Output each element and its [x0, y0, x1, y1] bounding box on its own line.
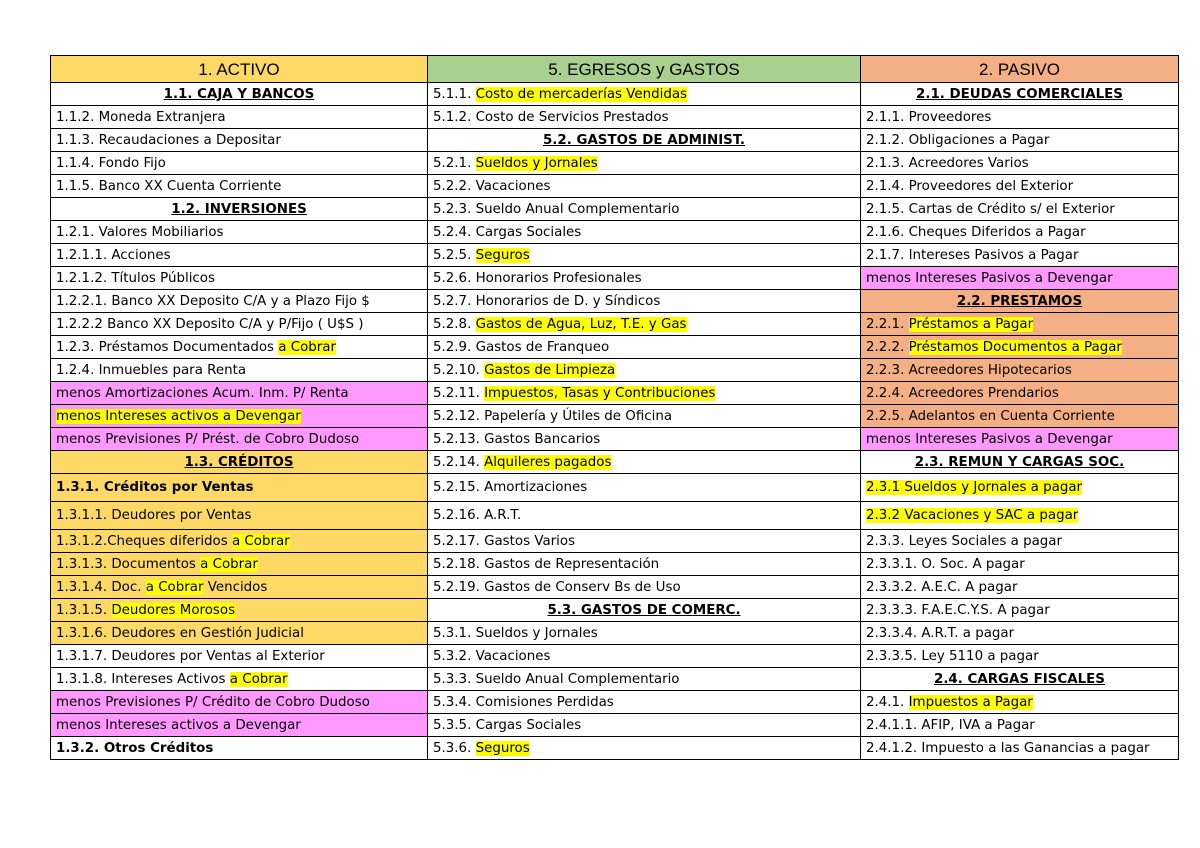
cell-egresos — [428, 530, 861, 553]
account-label: 5.2.7. Honorarios de D. y Síndicos — [433, 293, 661, 309]
highlighted-text: a Cobrar — [278, 339, 337, 355]
table-row — [51, 691, 1179, 714]
highlighted-text: Deudores Morosos — [111, 602, 236, 618]
cell-egresos — [428, 198, 861, 221]
table-row — [51, 599, 1179, 622]
account-label: 2.3.3.5. Ley 5110 a pagar — [866, 648, 1039, 664]
account-label: 5.2.2. Vacaciones — [433, 178, 551, 194]
account-label: 2.3.3.4. A.R.T. a pagar — [866, 625, 1015, 641]
table-row — [51, 737, 1179, 760]
cell-pasivo — [861, 382, 1179, 405]
highlighted-text: Impuestos a Pagar — [908, 694, 1033, 710]
account-label: 1.1.4. Fondo Fijo — [56, 155, 166, 171]
cell-egresos — [428, 405, 861, 428]
account-label: 5.2.14. — [433, 454, 485, 470]
cell-pasivo — [861, 290, 1179, 313]
account-label: 5.2.5. — [433, 247, 476, 263]
account-label: 1.1.3. Recaudaciones a Depositar — [56, 132, 281, 148]
account-label: 2.1.2. Obligaciones a Pagar — [866, 132, 1050, 148]
cell-egresos — [428, 691, 861, 714]
table-body — [51, 56, 1179, 760]
cell-egresos — [428, 359, 861, 382]
cell-pasivo — [861, 267, 1179, 290]
highlighted-text: a Cobrar — [231, 533, 290, 549]
cell-egresos — [428, 451, 861, 474]
cell-egresos — [428, 737, 861, 760]
account-label: 5.1.2. Costo de Servicios Prestados — [433, 109, 669, 125]
cell-egresos — [428, 645, 861, 668]
highlighted-text: Seguros — [475, 247, 530, 263]
table-row — [51, 359, 1179, 382]
cell-activo — [51, 129, 428, 152]
cell-activo — [51, 106, 428, 129]
account-label: 5.2.12. Papelería y Útiles de Oficina — [433, 408, 673, 424]
cell-egresos — [428, 221, 861, 244]
account-label: 5.2.9. Gastos de Franqueo — [433, 339, 610, 355]
highlighted-text: Gastos de Agua, Luz, T.E. y Gas — [475, 316, 687, 332]
account-label: 1.2.2.2 Banco XX Deposito C/A y P/Fijo ( U$S ) — [56, 316, 364, 332]
section-heading: 1.3. CRÉDITOS — [184, 454, 294, 470]
cell-egresos — [428, 553, 861, 576]
cell-pasivo — [861, 451, 1179, 474]
account-label: 5.3.1. Sueldos y Jornales — [433, 625, 598, 641]
highlighted-text: a Cobrar — [200, 556, 258, 572]
cell-egresos — [428, 290, 861, 313]
account-label: 1.2.2.1. Banco XX Deposito C/A y a Plazo Fijo $ — [56, 293, 370, 309]
cell-egresos — [428, 382, 861, 405]
cell-activo — [51, 599, 428, 622]
account-label: 1.3.1. Créditos por Ventas — [56, 480, 254, 495]
table-row — [51, 451, 1179, 474]
cell-pasivo — [861, 83, 1179, 106]
table-row — [51, 668, 1179, 691]
cell-egresos — [428, 599, 861, 622]
highlighted-text: Seguros — [475, 740, 530, 756]
table-row — [51, 152, 1179, 175]
account-label: 2.4.1.1. AFIP, IVA a Pagar — [866, 717, 1035, 733]
account-label: menos Intereses activos a Devengar — [56, 717, 301, 733]
table-row — [51, 474, 1179, 502]
account-label: 2.1.6. Cheques Diferidos a Pagar — [866, 224, 1086, 240]
cell-egresos — [428, 83, 861, 106]
account-label: 5.2.16. A.R.T. — [433, 508, 522, 523]
cell-activo — [51, 451, 428, 474]
cell-egresos — [428, 175, 861, 198]
cell-egresos — [428, 576, 861, 599]
account-label: 1.3.1.1. Deudores por Ventas — [56, 508, 252, 523]
cell-egresos — [428, 502, 861, 530]
cell-pasivo — [861, 502, 1179, 530]
account-label: 2.3.3.3. F.A.E.C.Y.S. A pagar — [866, 602, 1050, 618]
cell-activo — [51, 553, 428, 576]
cell-activo — [51, 267, 428, 290]
account-label: menos Amortizaciones Acum. Inm. P/ Renta — [56, 385, 349, 401]
highlighted-text: 2.3.2 Vacaciones y SAC a pagar — [866, 508, 1079, 523]
account-label: 5.2.1. — [433, 155, 476, 171]
cell-activo — [51, 530, 428, 553]
cell-pasivo — [861, 737, 1179, 760]
highlighted-text: Préstamos Documentos a Pagar — [908, 339, 1122, 355]
account-label: 1.3.1.2.Cheques diferidos — [56, 533, 232, 549]
account-label: 1.3.1.3. Documentos — [56, 556, 201, 572]
account-label: 5.2.19. Gastos de Conserv Bs de Uso — [433, 579, 681, 595]
cell-egresos — [428, 244, 861, 267]
cell-activo — [51, 313, 428, 336]
cell-activo — [51, 83, 428, 106]
highlighted-text: Impuestos, Tasas y Contribuciones — [484, 385, 716, 401]
cell-egresos — [428, 313, 861, 336]
cell-egresos — [428, 668, 861, 691]
account-label: 5.2.17. Gastos Varios — [433, 533, 576, 549]
cell-pasivo — [861, 645, 1179, 668]
account-label: 5.2.13. Gastos Bancarios — [433, 431, 601, 447]
cell-pasivo — [861, 668, 1179, 691]
highlighted-text: menos Intereses activos a Devengar — [56, 408, 301, 424]
table-row — [51, 175, 1179, 198]
cell-activo — [51, 336, 428, 359]
cell-activo — [51, 198, 428, 221]
account-label: 5.1.1. — [433, 86, 476, 102]
section-heading: 2.1. DEUDAS COMERCIALES — [916, 86, 1123, 102]
account-label: 2.4.1. — [866, 694, 909, 710]
table-row — [51, 83, 1179, 106]
account-label: 2.2.3. Acreedores Hipotecarios — [866, 362, 1072, 378]
account-label: 2.1.4. Proveedores del Exterior — [866, 178, 1074, 194]
section-heading: 5.3. GASTOS DE COMERC. — [547, 602, 741, 618]
cell-pasivo — [861, 152, 1179, 175]
cell-activo — [51, 359, 428, 382]
cell-activo — [51, 714, 428, 737]
cell-egresos — [428, 336, 861, 359]
account-label: 2.1.7. Intereses Pasivos a Pagar — [866, 247, 1079, 263]
table-row — [51, 530, 1179, 553]
table-row — [51, 290, 1179, 313]
table-row — [51, 576, 1179, 599]
cell-pasivo — [861, 313, 1179, 336]
cell-pasivo — [861, 106, 1179, 129]
cell-activo — [51, 737, 428, 760]
section-heading: 2.3. REMUN Y CARGAS SOC. — [914, 454, 1125, 470]
cell-activo — [51, 576, 428, 599]
highlighted-text: Costo de mercaderías Vendidas — [475, 86, 688, 102]
cell-egresos — [428, 129, 861, 152]
cell-egresos — [428, 106, 861, 129]
account-label: 5.3.3. Sueldo Anual Complementario — [433, 671, 680, 687]
cell-activo — [51, 622, 428, 645]
cell-pasivo — [861, 336, 1179, 359]
highlighted-text: Préstamos a Pagar — [908, 316, 1034, 332]
highlighted-text: a Cobrar — [145, 579, 204, 595]
cell-pasivo — [861, 576, 1179, 599]
cell-pasivo — [861, 553, 1179, 576]
cell-egresos — [428, 622, 861, 645]
cell-activo — [51, 175, 428, 198]
highlighted-text: 2.3.1 Sueldos y Jornales a pagar — [866, 480, 1083, 495]
cell-egresos — [428, 474, 861, 502]
cell-egresos — [428, 152, 861, 175]
table-row — [51, 106, 1179, 129]
account-label: menos Previsiones P/ Prést. de Cobro Dudoso — [56, 431, 360, 447]
header-row — [51, 56, 1179, 83]
account-label-suffix: Vencidos — [203, 579, 268, 595]
account-label: 5.3.2. Vacaciones — [433, 648, 551, 664]
cell-pasivo — [861, 428, 1179, 451]
account-label: menos Intereses Pasivos a Devengar — [866, 270, 1113, 286]
account-label: 1.3.2. Otros Créditos — [56, 740, 214, 756]
account-label: 2.2.1. — [866, 316, 909, 332]
account-label: 1.2.1.2. Títulos Públicos — [56, 270, 215, 286]
table-row — [51, 553, 1179, 576]
table-row — [51, 714, 1179, 737]
highlighted-text: Gastos de Limpieza — [484, 362, 616, 378]
account-label: 2.3.3.2. A.E.C. A pagar — [866, 579, 1018, 595]
cell-pasivo — [861, 714, 1179, 737]
account-label: 5.2.8. — [433, 316, 476, 332]
account-label: 1.2.3. Préstamos Documentados — [56, 339, 279, 355]
account-label: 1.1.2. Moneda Extranjera — [56, 109, 226, 125]
cell-activo — [51, 382, 428, 405]
cell-activo — [51, 474, 428, 502]
cell-activo — [51, 691, 428, 714]
account-label: 5.2.4. Cargas Sociales — [433, 224, 582, 240]
header-pasivo: 2. PASIVO — [861, 56, 1179, 83]
account-label: 5.2.10. — [433, 362, 485, 378]
section-heading: 2.2. PRESTAMOS — [956, 293, 1083, 309]
table-row — [51, 382, 1179, 405]
table-row — [51, 129, 1179, 152]
table-row — [51, 244, 1179, 267]
table-row — [51, 221, 1179, 244]
account-label: 2.3.3.1. O. Soc. A pagar — [866, 556, 1025, 572]
cell-activo — [51, 405, 428, 428]
section-heading: 2.4. CARGAS FISCALES — [934, 671, 1105, 687]
cell-activo — [51, 668, 428, 691]
cell-activo — [51, 290, 428, 313]
cell-pasivo — [861, 405, 1179, 428]
section-heading: 5.2. GASTOS DE ADMINIST. — [542, 132, 746, 148]
cell-pasivo — [861, 244, 1179, 267]
cell-activo — [51, 221, 428, 244]
table-row — [51, 198, 1179, 221]
header-egresos-gastos: 5. EGRESOS y GASTOS — [428, 56, 861, 83]
account-label: 2.4.1.2. Impuesto a las Ganancias a pagar — [866, 740, 1150, 756]
cell-pasivo — [861, 530, 1179, 553]
account-label: 1.2.1. Valores Mobiliarios — [56, 224, 224, 240]
table-row — [51, 645, 1179, 668]
cell-activo — [51, 244, 428, 267]
account-label: 1.3.1.7. Deudores por Ventas al Exterior — [56, 648, 325, 664]
table-row — [51, 336, 1179, 359]
account-label: 1.2.4. Inmuebles para Renta — [56, 362, 247, 378]
account-label: 2.3.3. Leyes Sociales a pagar — [866, 533, 1062, 549]
cell-pasivo — [861, 221, 1179, 244]
account-label: 1.3.1.4. Doc. — [56, 579, 146, 595]
cell-pasivo — [861, 599, 1179, 622]
account-label: 1.1.5. Banco XX Cuenta Corriente — [56, 178, 282, 194]
account-label: 1.2.1.1. Acciones — [56, 247, 171, 263]
chart-of-accounts-table — [50, 55, 1179, 760]
cell-pasivo — [861, 198, 1179, 221]
cell-activo — [51, 152, 428, 175]
account-label: 5.3.5. Cargas Sociales — [433, 717, 582, 733]
account-label: 1.3.1.6. Deudores en Gestión Judicial — [56, 625, 304, 641]
cell-egresos — [428, 428, 861, 451]
account-label: 2.1.1. Proveedores — [866, 109, 992, 125]
account-label: 5.2.15. Amortizaciones — [433, 480, 588, 495]
cell-pasivo — [861, 129, 1179, 152]
section-heading: 1.2. INVERSIONES — [171, 201, 307, 217]
highlighted-text: Alquileres pagados — [484, 454, 612, 470]
cell-activo — [51, 645, 428, 668]
cell-egresos — [428, 267, 861, 290]
highlighted-text: Sueldos y Jornales — [475, 155, 598, 171]
account-label: 1.3.1.8. Intereses Activos — [56, 671, 230, 687]
table-row — [51, 313, 1179, 336]
cell-pasivo — [861, 359, 1179, 382]
account-label: 2.1.3. Acreedores Varios — [866, 155, 1029, 171]
section-heading: 1.1. CAJA Y BANCOS — [163, 86, 315, 102]
account-label: 5.2.3. Sueldo Anual Complementario — [433, 201, 680, 217]
table-row — [51, 622, 1179, 645]
account-label: 5.2.18. Gastos de Representación — [433, 556, 660, 572]
cell-pasivo — [861, 175, 1179, 198]
table-row — [51, 267, 1179, 290]
account-label: 2.2.4. Acreedores Prendarios — [866, 385, 1059, 401]
account-label: 1.3.1.5. — [56, 602, 112, 618]
account-label: 5.2.11. — [433, 385, 485, 401]
cell-pasivo — [861, 622, 1179, 645]
account-label: 5.3.6. — [433, 740, 476, 756]
table-row — [51, 502, 1179, 530]
account-label: 2.2.5. Adelantos en Cuenta Corriente — [866, 408, 1115, 424]
account-label: menos Previsiones P/ Crédito de Cobro Dudoso — [56, 694, 370, 710]
header-activo: 1. ACTIVO — [51, 56, 428, 83]
cell-pasivo — [861, 691, 1179, 714]
cell-activo — [51, 428, 428, 451]
cell-egresos — [428, 714, 861, 737]
cell-pasivo — [861, 474, 1179, 502]
cell-activo — [51, 502, 428, 530]
account-label: 2.1.5. Cartas de Crédito s/ el Exterior — [866, 201, 1115, 217]
table-row — [51, 428, 1179, 451]
account-label: 2.2.2. — [866, 339, 909, 355]
highlighted-text: a Cobrar — [229, 671, 288, 687]
table-row — [51, 405, 1179, 428]
account-label: 5.2.6. Honorarios Profesionales — [433, 270, 642, 286]
account-label: menos Intereses Pasivos a Devengar — [866, 431, 1113, 447]
account-label: 5.3.4. Comisiones Perdidas — [433, 694, 614, 710]
